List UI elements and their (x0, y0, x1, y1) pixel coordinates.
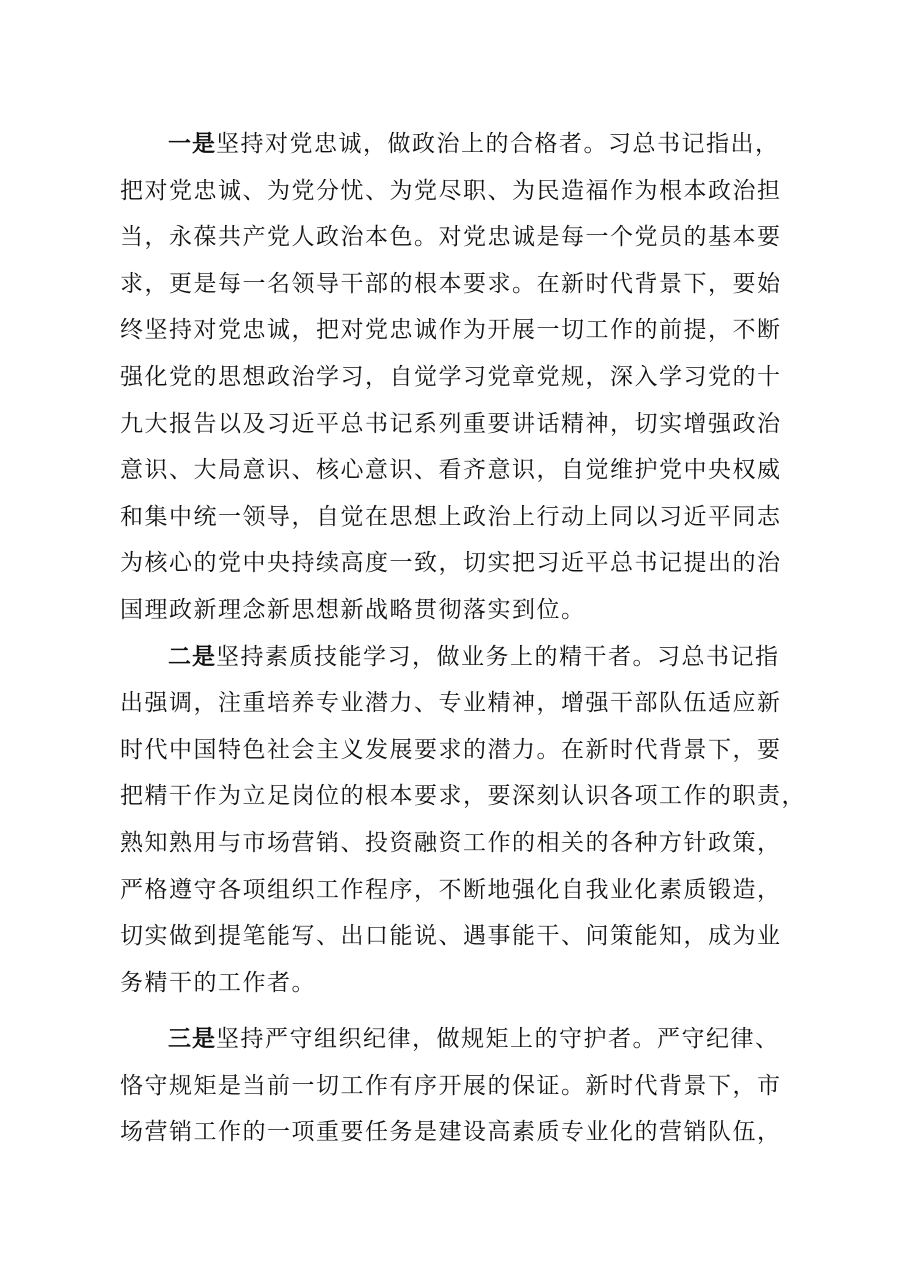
paragraph-spacer (120, 1006, 810, 1016)
paragraph-line: 切实做到提笔能写、出口能说、遇事能干、问策能知，成为业 (120, 923, 782, 950)
line-text: 坚持严守组织纪律，做规矩上的守护者。严守纪律、 (216, 1026, 780, 1053)
document-body (120, 121, 810, 1156)
paragraph-line: 意识、大局意识、核心意识、看齐意识，自觉维护党中央权威 (120, 457, 782, 484)
paragraph-lead: 三是 (168, 1026, 216, 1053)
paragraph-line: 出强调，注重培养专业潜力、专业精神，增强干部队伍适应新 (120, 690, 782, 717)
paragraph-line: 求，更是每一名领导干部的根本要求。在新时代背景下，要始 (120, 270, 782, 297)
paragraph-line: 国理政新理念新思想新战略贯彻落实到位。 (120, 596, 586, 623)
paragraph-line (120, 634, 810, 681)
paragraph-line: 强化党的思想政治学习，自觉学习党章党规，深入学习党的十 (120, 363, 782, 390)
paragraph-line: 当，永葆共产党人政治本色。对党忠诚是每一个党员的基本要 (120, 224, 782, 251)
paragraph-line: 务精干的工作者。 (120, 969, 316, 996)
paragraph-loyalty (120, 121, 810, 634)
paragraph-line: 把精干作为立足岗位的根本要求，要深刻认识各项工作的职责， (120, 783, 806, 810)
line-text: 坚持素质技能学习，做业务上的精干者。习总书记指 (216, 643, 780, 670)
paragraph-line: 恪守规矩是当前一切工作有序开展的保证。新时代背景下，市 (120, 1072, 782, 1099)
paragraph-lead: 一是 (168, 131, 216, 157)
paragraph-lead: 二是 (168, 643, 216, 670)
paragraph-line: 场营销工作的一项重要任务是建设高素质专业化的营销队伍， (120, 1119, 782, 1146)
paragraph-line (120, 1016, 810, 1063)
paragraph-line: 终坚持对党忠诚，把对党忠诚作为开展一切工作的前提，不断 (120, 317, 782, 344)
paragraph-line: 九大报告以及习近平总书记系列重要讲话精神，切实增强政治 (120, 410, 782, 437)
paragraph-skills (120, 634, 810, 1007)
line-text: 坚持对党忠诚，做政治上的合格者。习总书记指出， (216, 131, 780, 157)
paragraph-line: 为核心的党中央持续高度一致，切实把习近平总书记提出的治 (120, 550, 782, 577)
paragraph-line: 时代中国特色社会主义发展要求的潜力。在新时代背景下，要 (120, 736, 782, 763)
paragraph-line: 熟知熟用与市场营销、投资融资工作的相关的各种方针政策， (120, 829, 782, 856)
paragraph-line (120, 121, 810, 168)
paragraph-line: 把对党忠诚、为党分忧、为党尽职、为民造福作为根本政治担 (120, 177, 782, 204)
paragraph-line: 严格遵守各项组织工作程序，不断地强化自我业化素质锻造， (120, 876, 782, 903)
paragraph-line: 和集中统一领导，自觉在思想上政治上行动上同以习近平同志 (120, 503, 782, 530)
paragraph-discipline (120, 1016, 810, 1156)
